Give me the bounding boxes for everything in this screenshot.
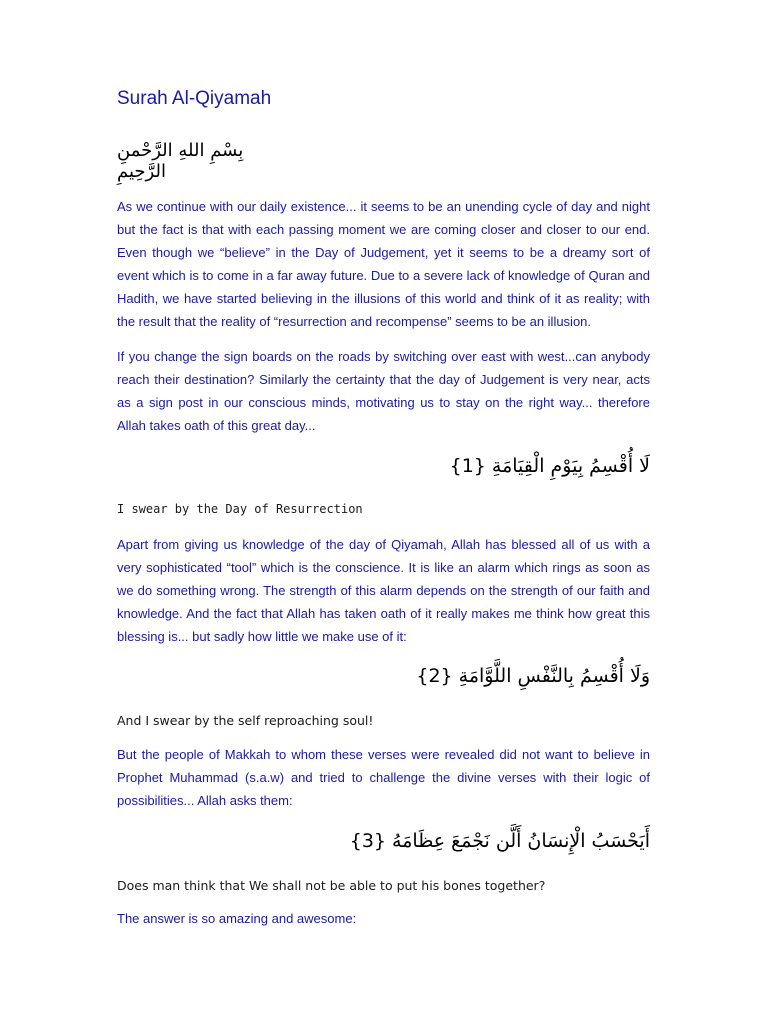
verse-3-translation: Does man think that We shall not be able to put his bones together? xyxy=(117,878,546,893)
paragraph-sign-boards: If you change the sign boards on the roads by switching over east with west...can anybody reach their destination? Similarly the certainty that the day of Judgement is very near, acts as a sign post in our conscious minds, motivating us to stay on the right way... therefore Allah takes oath of this great day... xyxy=(117,349,650,433)
bismillah-text: بِسْمِ اللهِ الرَّحْمنِ الرَّحِيمِ xyxy=(117,140,244,182)
paragraph-answer: The answer is so amazing and awesome: xyxy=(117,911,357,926)
verse-1-translation: I swear by the Day of Resurrection xyxy=(117,502,363,516)
verse-1-arabic: لَا أُقْسِمُ بِيَوْمِ الْقِيَامَةِ {1} xyxy=(449,455,650,477)
paragraph-conscience: Apart from giving us knowledge of the day of Qiyamah, Allah has blessed all of us with a very sophisticated “tool” which is the conscience. It is like an alarm which rings as soon as we do something wrong. The strength of this alarm depends on the strength of our faith and knowledge. And the fact that Allah has taken oath of it really makes me think how great this blessing is... but sadly how little we make use of it: xyxy=(117,537,650,644)
verse-3-arabic: أَيَحْسَبُ الْإِنسَانُ أَلَّن نَجْمَعَ عِظَامَهُ {3} xyxy=(349,830,650,852)
paragraph-intro: As we continue with our daily existence... it seems to be an unending cycle of day and night but the fact is that with each passing moment we are coming closer and closer to our end. Even though we “believe” in the Day of Judgement, yet it seems to be a dreamy sort of event which is to come in a far away future. Due to a severe lack of knowledge of Quran and Hadith, we have started believing in the illusions of this world and think of it as reality; with the result that the reality of “resurrection and recompense” seems to be an illusion. xyxy=(117,199,650,329)
paragraph-makkah: But the people of Makkah to whom these verses were revealed did not want to believe in Prophet Muhammad (s.a.w) and tried to challenge the divine verses with their logic of possibilities... Allah asks them: xyxy=(117,747,650,808)
verse-2-arabic: وَلَا أُقْسِمُ بِالنَّفْسِ اللَّوَّامَةِ {2} xyxy=(416,665,650,687)
page-title: Surah Al-Qiyamah xyxy=(117,88,272,109)
verse-2-translation: And I swear by the self reproaching soul! xyxy=(117,713,374,728)
